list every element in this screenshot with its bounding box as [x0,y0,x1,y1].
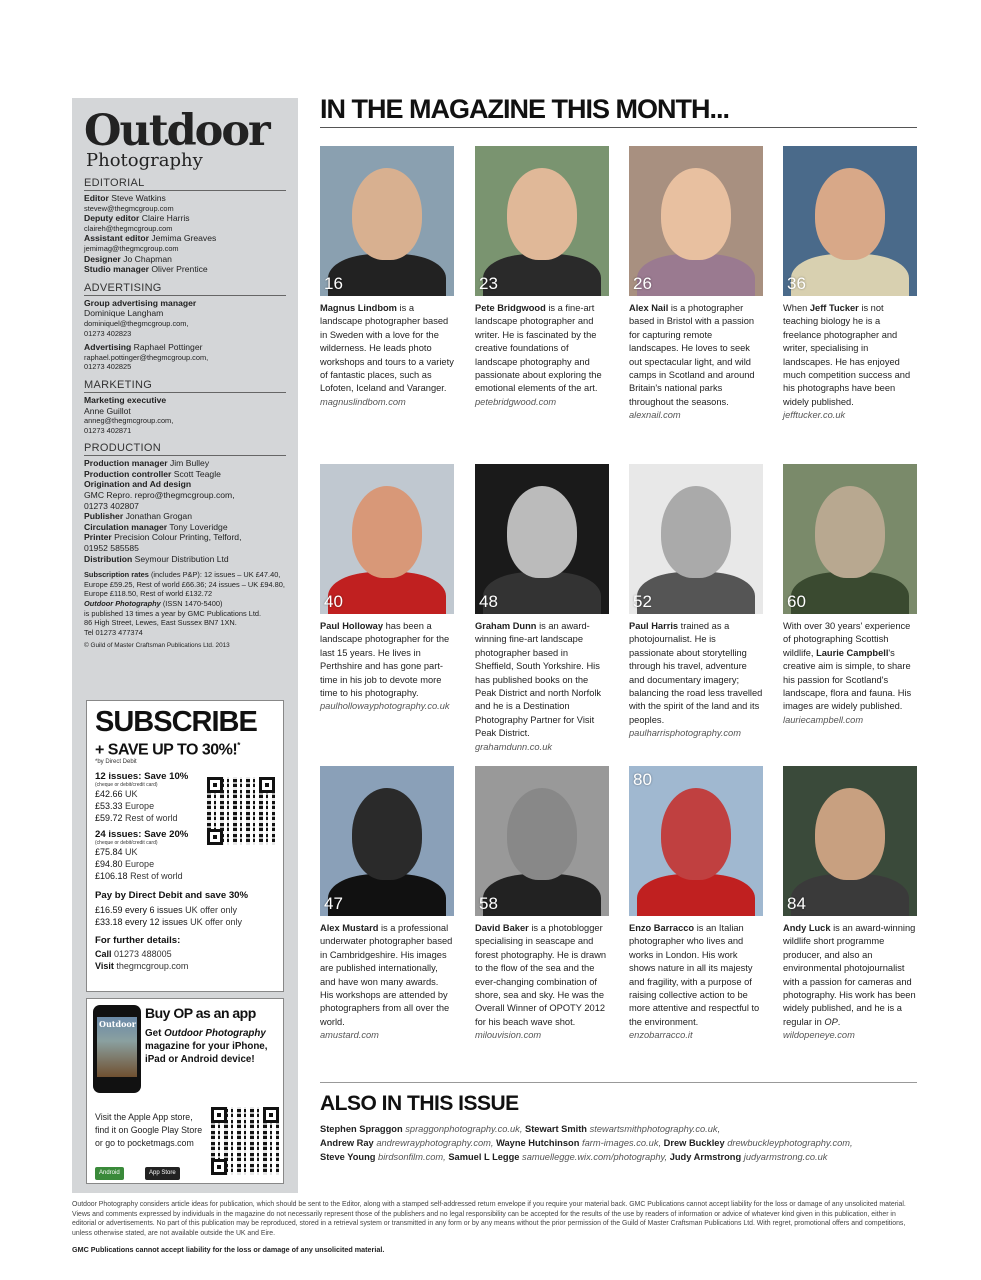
contributor-photo [320,146,454,296]
contributor-photo [320,464,454,614]
production-entry: Publisher Jonathan Grogan [84,511,192,522]
production-entry: Origination and Ad design [84,479,192,490]
person-name: Anne Guillot [84,405,131,416]
contributor-name: Paul Harris [629,621,679,631]
contributor-name: David Baker [475,923,529,933]
contributor-name: Enzo Barracco [629,923,695,933]
further-details-heading: For further details: [95,935,181,947]
person-name: Steve Watkins [111,193,166,203]
page-number: 40 [324,592,343,611]
person-name: Jo Chapman [123,253,172,264]
visit-line[interactable]: Visit thegmcgroup.com [95,961,189,972]
contributor-card [475,146,609,409]
contributor-photo [475,766,609,916]
page-number: 58 [479,894,498,913]
qr-code-icon[interactable] [211,1107,279,1175]
also-in-issue-list: Stephen Spraggon spraggonphotography.co.uk, Stewart Smith stewartsmithphotography.co.uk, Andrew Ray andrewrayphotography.com, Wayne Hutchinson farm-images.co.uk, Drew Buckley drewbuckleyphotography.com, Steve Young birdsonfilm.com, Samuel L Legge samuellegge.wix.com/photography, Judy Armstrong judyarmstrong.co.uk [320,1124,853,1162]
page-number: 84 [787,894,806,913]
copyright: © Guild of Master Craftsman Publications Ltd. 2013 [84,642,230,650]
email: claireh@thegmcgroup.com [84,223,173,233]
contributor-website-link[interactable]: amustard.com [320,1030,379,1041]
contributor-bio: Magnus Lindbom is a landscape photographer based in Sweden with a love for the wilderness. He leads photo workshops and tours to a variety of fantastic places, such as Lofoten, Iceland and Varanger. [320,303,454,394]
contributor-card [320,766,454,1042]
app-visit-text: Visit the Apple App store, find it on Google Play Store or go to pocketmags.com [95,1112,203,1148]
divider [320,1082,917,1083]
contributor-bio: Graham Dunn is an award-winning fine-art landscape photographer based in Sheffield, South Yorkshire. His has published books on the Peak District and north Norfolk and he is a Destination Photography Partner for Visit Peak District. [475,621,602,739]
role-label: Studio manager [84,264,149,275]
contributor-website-link[interactable]: wildopeneye.com [783,1030,855,1041]
phone: 01273 402807 [84,500,139,511]
contributor-card [783,464,917,727]
contributor-website-link[interactable]: enzobarracco.it [629,1030,693,1041]
contributor-website-link[interactable]: petebridgwood.com [475,396,557,407]
person-name: Oliver Prentice [151,264,208,275]
contributor-bio: Andy Luck is an award-winning wildlife short programme producer, and also an environmental photojournalist with a passion for cameras and photography. His work has been widely published, and he is a regular in OP. [783,923,916,1027]
email: raphael.pottinger@thegmcgroup.com, [84,352,209,362]
contributor-bio: Enzo Barracco is an Italian photographer who lives and works in London. His work shows nature in all its majesty and fragility, with a purpose of raising collective action to be more attentive and respectful to the environment. [629,923,760,1027]
phone: 01273 402825 [84,362,132,372]
production-entry: Production manager Jim Bulley [84,458,210,469]
contributor-website-link[interactable]: paulharrisphotography.com [629,728,741,739]
advertising-entry [84,342,286,353]
contributor-photo [783,464,917,614]
app-box[interactable] [86,998,284,1184]
email: anneg@thegmcgroup.com, [84,416,174,426]
contributor-website-link[interactable]: grahamdunn.co.uk [475,741,553,752]
contributor-bio: With over 30 years' experience of photographing Scottish wildlife, Laurie Campbell's creative aim is simple, to share his passion for Scotland's landscape, flora and fauna. His images are widely published. [783,621,912,712]
contributor-bio: Pete Bridgwood is a fine-art landscape photographer and writer. He is fascinated by the creative foundations of landscape photography and passionate about exploring the emotional elements of the art. [475,303,602,394]
contributor-website-link[interactable]: lauriecampbell.com [783,714,864,725]
contributor-photo [320,766,454,916]
subscription-rates: Subscription rates (includes P&P): 12 issues – UK £47.40, Europe £59.25, Rest of world £66.36; 24 issues – UK £94.80, Europe £118.50, Rest of world £132.72 [84,570,285,599]
contributor-name: Magnus Lindbom [320,303,397,313]
role-label: Advertising [84,342,132,353]
contributor-bio: Alex Nail is a photographer based in Bristol with a passion for capturing remote landscapes. He loves to seek out spectacular light, and wild camps in Scotland and around Britain's national parks throughout the seasons. [629,303,755,407]
editorial-list [84,193,286,275]
person-name: Claire Harris [141,213,190,224]
price-line: £106.18 Rest of world [95,871,183,882]
role-label: Marketing executive [84,394,167,405]
payment-note: (cheque or debit/credit card) [95,782,158,789]
page-number: 16 [324,274,343,293]
android-badge[interactable]: Android [95,1167,124,1180]
marketing-heading: MARKETING [84,379,286,393]
phone-icon: Outdoor [93,1005,141,1093]
contributor-name: Laurie Campbell [816,647,889,658]
phone: 01273 402823 [84,328,132,338]
contributor-website-link[interactable]: paulhollowayphotography.co.uk [320,701,450,712]
page-number: 52 [633,592,652,611]
link[interactable]: stewartsmithphotography.co.uk, [589,1124,721,1134]
contributor-photo [629,766,763,916]
page-title: IN THE MAGAZINE THIS MONTH... [320,94,917,128]
dd-line: £16.59 every 6 issues UK offer only [95,905,237,916]
contributor-website-link[interactable]: milouvision.com [475,1030,542,1041]
logo-main: Outdoor [84,106,269,156]
link[interactable]: birdsonfilm.com, [378,1152,446,1162]
contributor-name: Paul Holloway [320,621,384,631]
app-title: Buy OP as an app [145,1005,256,1021]
telephone: Tel 01273 477374 [84,627,143,637]
page-number: 23 [479,274,498,293]
contributor-name: Alex Nail [629,303,669,313]
contributor-photo [629,464,763,614]
also-in-issue-title: ALSO IN THIS ISSUE [320,1092,519,1115]
page-number: 60 [787,592,806,611]
advertising-heading: ADVERTISING [84,282,286,296]
masthead-sidebar [72,98,298,1193]
contributor-name: Graham Dunn [475,621,537,631]
contributor-website-link[interactable]: jefftucker.co.uk [783,410,846,421]
price-line: £59.72 Rest of world [95,813,178,824]
publication-info: Outdoor Photography (ISSN 1470-5400) [84,599,223,608]
direct-debit-heading: Pay by Direct Debit and save 30% [95,890,249,902]
person-name: Dominique Langham [84,308,164,319]
direct-debit-note: *by Direct Debit [95,759,137,766]
link[interactable]: farm-images.co.uk, [582,1138,662,1148]
contributor-card [629,766,763,1042]
qr-code-icon[interactable] [207,777,275,845]
contributor-card [475,464,609,754]
subscribe-title: SUBSCRIBE [95,706,257,738]
page-number: 80 [633,770,652,789]
contributor-website-link[interactable]: magnuslindbom.com [320,396,406,407]
dd-line: £33.18 every 12 issues UK offer only [95,917,242,928]
price-line: £94.80 Europe [95,859,155,870]
contributor-card [475,766,609,1042]
contributor-photo [475,146,609,296]
production-entry: Distribution Seymour Distribution Ltd [84,553,229,564]
publication-info: is published 13 times a year by GMC Publications Ltd. [84,608,262,618]
app-description: Get Outdoor Photography magazine for your iPhone, iPad or Android device! [145,1028,268,1065]
email: dominiquel@thegmcgroup.com, [84,318,189,328]
address: 86 High Street, Lewes, East Sussex BN7 1XN. [84,618,237,628]
page-number: 36 [787,274,806,293]
person-name: Jemima Greaves [151,233,217,244]
logo-sub: Photography [86,150,203,171]
link[interactable]: andrewrayphotography.com, [376,1138,494,1148]
price-line: £75.84 UK [95,847,138,858]
contributor-name: Jeff Tucker [809,303,859,313]
page-number: 48 [479,592,498,611]
production-heading: PRODUCTION [84,442,286,456]
editorial-entry [84,254,286,265]
page-number: 26 [633,274,652,293]
contributor-bio: When Jeff Tucker is not teaching biology he is a freelance photographer and writer, specialising in landscapes. He has enjoyed much competition success and his photographs have been widely published. [783,303,911,407]
role-label: Assistant editor [84,233,149,244]
contributor-card [629,146,763,422]
contributor-card [320,464,454,713]
editorial-entry [84,213,286,224]
editorial-entry [84,193,286,204]
role-label: Editor [84,193,109,203]
email: jemimag@thegmcgroup.com [84,243,179,253]
editorial-heading: EDITORIAL [84,177,286,191]
twelve-issues-heading: 12 issues: Save 10% [95,771,189,783]
contributor-photo [475,464,609,614]
phone: 01273 402871 [84,425,132,435]
contributor-website-link[interactable]: alexnail.com [629,410,681,421]
subscribe-save: + SAVE UP TO 30%!* [95,741,240,759]
contributor-bio: David Baker is a photoblogger specialising in seascape and forest photography. He is drawn to the flow of the sea and the ever-changing combination of shore, sea and sky. He was the Overall Winner of OPOTY 2012 for his beach wave shot. [475,923,607,1027]
subscribe-box[interactable] [86,700,284,992]
production-entry: Printer Precision Colour Printing, Telford, [84,532,242,543]
contributor-card [629,464,763,740]
link[interactable]: spraggonphotography.co.uk, [405,1124,523,1134]
email: stevew@thegmcgroup.com [84,203,174,213]
contributor-photo [783,766,917,916]
contributor-photo [783,146,917,296]
contributor-name: Alex Mustard [320,923,379,933]
app-store-badge[interactable]: App Store [145,1167,180,1180]
contributor-bio: Alex Mustard is a professional underwater photographer based in Cambridgeshire. His images are published internationally, and have won many awards. His workshops are attended by photographers from all over the world. [320,923,453,1027]
footer-liability: GMC Publications cannot accept liability for the loss or damage of any unsolicited material. [72,1245,385,1254]
price-line: £42.66 UK [95,789,138,800]
editorial-entry [84,264,286,275]
contributor-bio: Paul Harris trained as a photojournalist. He is passionate about storytelling through his travel, adventure and documentary imagery; balancing the road less travelled with the spirit of the land and its peoples. [629,621,763,725]
role-label: Deputy editor [84,213,140,224]
call-line[interactable]: Call 01273 488005 [95,949,172,960]
contributor-card [783,766,917,1042]
role-label: Group advertising manager [84,297,197,308]
contributor-card [783,146,917,422]
footer-disclaimer: Outdoor Photography considers article ideas for publication, which should be sent to the Editor, along with a stamped self-addressed return envelope if you require your material back. GMC Publications cannot accept liability for the loss or damage of any unsolicited material. Views and comments expressed by individuals in the magazine do not necessarily represent those of the publishers and no legal responsibility can be accepted for the results of the use by readers of information or advice of whatever kind given in this publication, either in editorial or advertisements. No part of this publication may be reproduced, stored in a retrieval system or transmitted in any form or by any means without the prior permission of the Guild of Master Craftsman Publications Ltd. With regret, promotional offers and competitions, unless otherwise stated, are not available outside the UK and Eire. [72,1201,906,1237]
contributor-photo [629,146,763,296]
price-line: £53.33 Europe [95,801,155,812]
production-entry: Production controller Scott Teagle [84,468,221,479]
payment-note: (cheque or debit/credit card) [95,840,158,847]
contributor-name: Andy Luck [783,923,831,933]
link[interactable]: judyarmstrong.co.uk [743,1152,828,1162]
phone: 01952 585585 [84,543,139,554]
contributor-card [320,146,454,409]
link[interactable]: samuellegge.wix.com/photography, [522,1152,668,1162]
contributor-name: Pete Bridgwood [475,303,546,313]
production-entry: Circulation manager Tony Loveridge [84,521,228,532]
twentyfour-issues-heading: 24 issues: Save 20% [95,829,189,841]
editorial-entry [84,233,286,244]
page-number: 47 [324,894,343,913]
link[interactable]: drewbuckleyphotography.com, [727,1138,853,1148]
contributor-bio: Paul Holloway has been a landscape photographer for the last 15 years. He lives in Perthshire and has gone part-time in his job to devote more time to his photography. [320,621,450,699]
role-label: Designer [84,253,121,264]
production-entry: GMC Repro. repro@thegmcgroup.com, [84,490,235,501]
person-name: Raphael Pottinger [133,342,203,353]
